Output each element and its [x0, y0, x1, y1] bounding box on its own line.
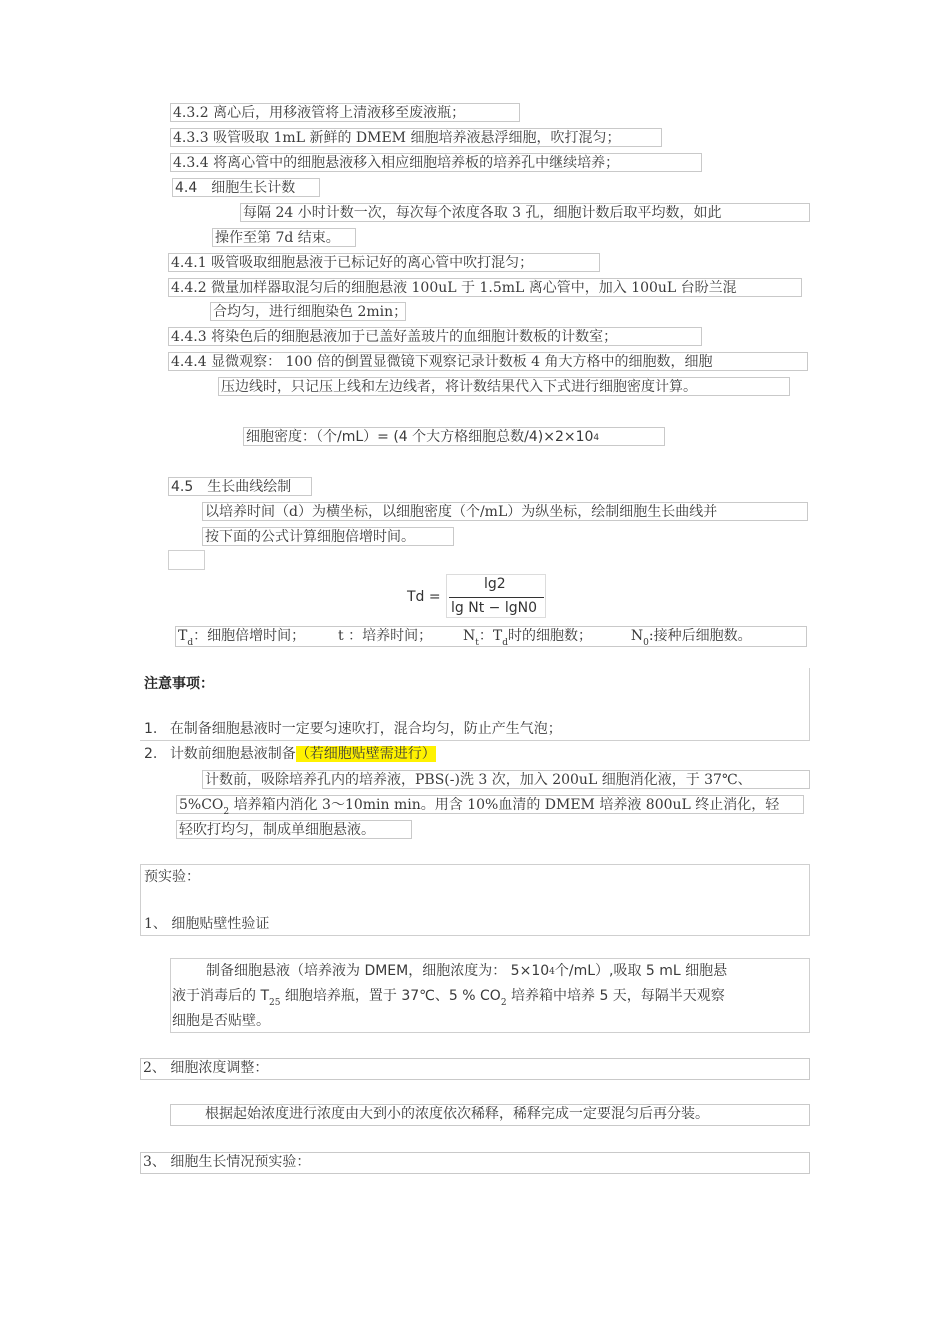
note-2-text: 计数前细胞悬液制备 [169, 746, 296, 762]
pre-1-line2-a: 液于消毒后的 T [172, 988, 270, 1004]
line-4-4-4-a: 4.4.4 显微观察： 100 倍的倒置显微镜下观察记录计数板 4 角大方格中的细胞数，细胞 [168, 352, 808, 371]
pre-experiment-1: 1、 细胞贴壁性验证 [144, 916, 270, 932]
cell-density-formula-exponent: 4 [593, 433, 600, 443]
legend-text-2: ：培养时间； [348, 628, 433, 644]
legend-N0: N [630, 628, 644, 644]
note-2-para-line3: 轻吹打均匀，制成单细胞悬液。 [176, 820, 412, 839]
line-4-4-1: 4.4.1 吸管吸取细胞悬液于已标记好的离心管中吹打混匀； [168, 253, 600, 272]
pre-1-line2 [172, 987, 725, 1008]
legend-text-3: ：T [478, 628, 503, 644]
heading-4-5: 4.5 生长曲线绘制 [168, 477, 312, 496]
para-4-4-line1: 每隔 24 小时计数一次，每次每个浓度各取 3 孔，细胞计数后取平均数，如此 [240, 203, 810, 222]
cell-density-formula-text: 细胞密度：（个/mL）= (4 个大方格细胞总数/4)×2×10 [246, 429, 594, 445]
pre-experiment-3: 3、 细胞生长情况预实验： [140, 1152, 810, 1174]
heading-4-4: 4.4 细胞生长计数 [172, 178, 320, 197]
pre-1-line2-sub: 25 [269, 998, 281, 1008]
pre-1-line1-b: 个/mL）,吸取 5 mL 细胞悬 [554, 963, 728, 979]
legend-text-5: :接种后细胞数。 [648, 628, 752, 644]
legend-N-sub: t [475, 638, 479, 648]
pre-1-line3: 细胞是否贴壁。 [172, 1013, 270, 1029]
line-4-4-2-b: 合均匀，进行细胞染色 2min； [210, 302, 406, 321]
pre-1-line1-a: 制备细胞悬液（培养液为 DMEM，细胞浓度为： 5×10 [206, 963, 550, 979]
fraction-bar [449, 597, 544, 598]
doubling-time-lhs: Td = [407, 589, 441, 605]
cell-density-formula [243, 427, 665, 446]
note-2 [144, 745, 436, 764]
note-2-highlight: （若细胞贴壁需进行） [295, 746, 436, 762]
legend-text-1: ：细胞倍增时间； [193, 628, 306, 644]
legend-N: N [463, 628, 476, 644]
empty-box [168, 550, 205, 570]
note-2-para-line1: 计数前，吸除培养孔内的培养液，PBS(-)洗 3 次，加入 200uL 细胞消化液，于 37℃、 [202, 770, 810, 789]
legend-N0-sub: 0 [643, 638, 649, 648]
line-4-4-2-a: 4.4.2 微量加样器取混匀后的细胞悬液 100uL 于 1.5mL 离心管中，加入 100uL 台盼兰混 [168, 278, 802, 297]
legend-text-3-sub: d [502, 638, 508, 648]
pre-1-line2-sub2: 2 [500, 998, 507, 1008]
note-2-para-line2 [176, 795, 804, 817]
pre-1-line2-c: 培养箱中培养 5 天，每隔半天观察 [506, 988, 725, 1004]
note-2-para-line2-rest: 培养箱内消化 3～10min min。用含 10%血清的 DMEM 培养液 800uL 终止消化，轻 [229, 797, 780, 813]
notes-title: 注意事项： [144, 676, 214, 692]
para-4-4-line2: 操作至第 7d 结束。 [212, 228, 356, 247]
pre-2-para [170, 1104, 810, 1126]
doubling-time-numerator: lg2 [484, 576, 506, 592]
legend-text-4: 时的细胞数； [508, 628, 592, 644]
note-2-co2-sub: 2 [223, 807, 230, 817]
legend-t: t [338, 628, 344, 644]
line-4-3-2: 4.3.2 离心后，用移液管将上清液移至废液瓶； [170, 103, 520, 122]
note-2-co2: 5%CO [179, 797, 224, 813]
pre-2-para-text: 根据起始浓度进行浓度由大到小的浓度依次稀释，稀释完成一定要混匀后再分装。 [205, 1106, 709, 1122]
note-1-number: 1. [144, 721, 158, 737]
note-1-text: 在制备细胞悬液时一定要匀速吹打，混合均匀，防止产生气泡； [169, 721, 562, 737]
pre-1-line1-sup: 4 [549, 967, 555, 977]
pre-experiment-title: 预实验： [144, 869, 200, 885]
doubling-time-denominator: lg Nt − lgN0 [451, 600, 537, 616]
note-2-number: 2. [144, 746, 158, 762]
para-4-5-line1: 以培养时间（d）为横坐标，以细胞密度（个/mL）为纵坐标，绘制细胞生长曲线并 [202, 502, 808, 521]
line-4-4-4-b: 压边线时，只记压上线和左边线者，将计数结果代入下式进行细胞密度计算。 [218, 377, 790, 396]
note-1 [144, 720, 562, 739]
line-4-3-3: 4.3.3 吸管吸取 1mL 新鲜的 DMEM 细胞培养液悬浮细胞，吹打混匀； [170, 128, 662, 147]
pre-1-line2-b: 细胞培养瓶，置于 37℃、5 % CO [280, 988, 501, 1004]
line-4-4-3: 4.4.3 将染色后的细胞悬液加于已盖好盖玻片的血细胞计数板的计数室； [168, 327, 702, 346]
formula-legend [175, 626, 807, 647]
line-4-3-4: 4.3.4 将离心管中的细胞悬液移入相应细胞培养板的培养孔中继续培养； [170, 153, 702, 172]
pre-experiment-2: 2、 细胞浓度调整： [140, 1058, 810, 1080]
para-4-5-line2: 按下面的公式计算细胞倍增时间。 [202, 527, 454, 546]
legend-T: T [178, 628, 188, 644]
legend-T-sub: d [187, 638, 194, 648]
pre-1-line1 [206, 962, 727, 983]
